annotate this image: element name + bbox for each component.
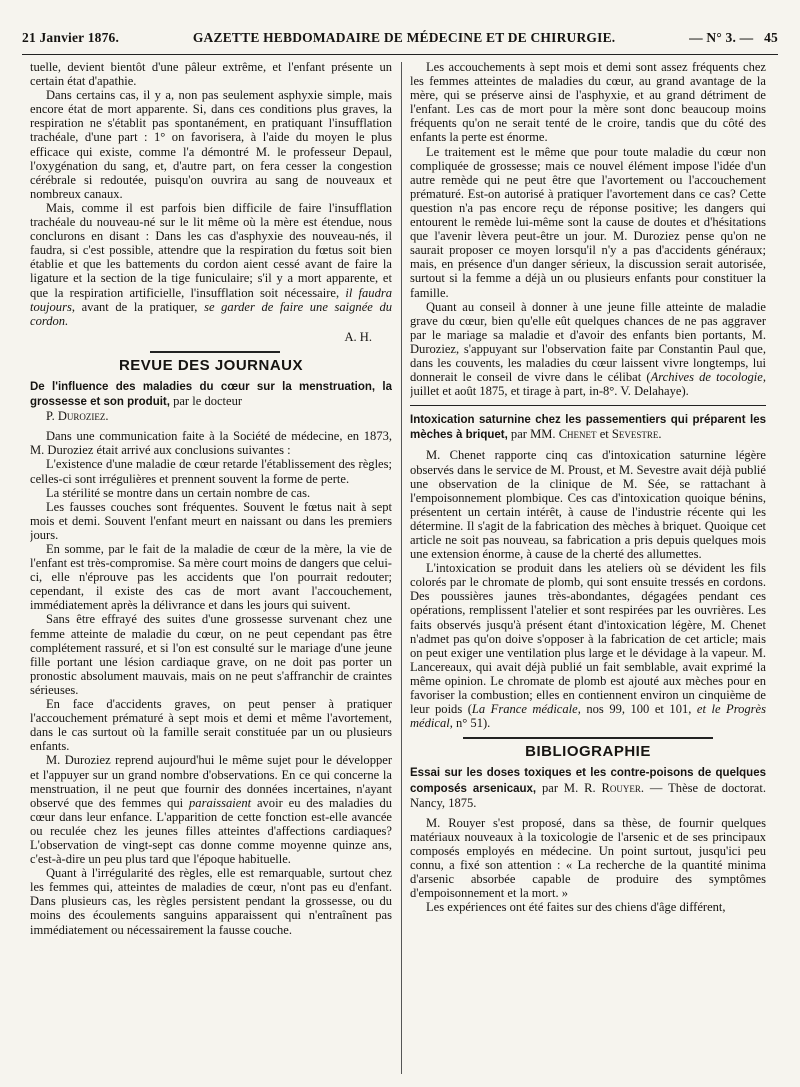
header-journal-title: GAZETTE HEBDOMADAIRE DE MÉDECINE ET DE CHIRURGIE. bbox=[192, 30, 616, 45]
article-byline: par le docteur bbox=[169, 394, 243, 409]
article-heading bbox=[410, 412, 766, 442]
separator-rule bbox=[463, 737, 712, 739]
italic-run: et le Progrès médical bbox=[410, 702, 766, 731]
text-run: Mais, comme il est parfois bien difficile de faire l'insufflation trachéale du nouveau-né sur le lit même où la mère est étendue, nous conclurons en disant : Dans les cas d'asphyxie des nouveau-nés, il faudra, si c'est possible, attendre que la respiration du fœtus soit bien établie et que les battements du cordon aient cessé avant de faire la ligature et la section de la tige funiculaire; s'il y a mort apparente, et que la respiration artificielle, l'insufflation soit nécessaire, bbox=[30, 200, 392, 300]
paragraph: L'existence d'une maladie de cœur retarde l'établissement des règles; celles-ci sont irrégulières et prennent souvent la forme de perte. bbox=[30, 457, 392, 486]
text-run: , nos 99, 100 et 101, bbox=[577, 702, 697, 717]
article-author: Chenet bbox=[558, 427, 597, 442]
article-heading bbox=[30, 379, 392, 423]
italic-run: se garder de faire une saignée du cordon. bbox=[30, 299, 392, 328]
text-run: et bbox=[596, 427, 609, 442]
paragraph: M. Chenet rapporte cinq cas d'intoxication saturnine légère observés dans le service de M. Proust, et M. Sevestre avait déjà publié une observation de la clinique de M. Sée, se rattachant à l'empoisonnement plombique. Ces cas d'intoxication quoique bénins, présentent un certain intérêt, à cause de l'industrie récente qui les détermine. Il s'agit de la fabrication des mèches à briquet. Quoique cet article ne soit pas nouveau, sa fabrication a pris depuis quelques mois une extension énorme, à cause de la cherté des allumettes. bbox=[410, 448, 766, 562]
running-header bbox=[22, 30, 778, 55]
paragraph bbox=[30, 753, 392, 866]
column-divider bbox=[401, 62, 402, 1074]
article-heading bbox=[410, 765, 766, 809]
italic-run: Archives de tocologie bbox=[650, 370, 763, 385]
header-issue-page bbox=[689, 30, 778, 46]
article-source: — Thèse de doctorat. Nancy, 1875. bbox=[410, 780, 766, 810]
separator-rule bbox=[150, 351, 280, 353]
paragraph: Dans une communication faite à la Société de médecine, en 1873, M. Duroziez était arrivé aux conclusions suivantes : bbox=[30, 429, 392, 458]
article-author: P. Duroziez. bbox=[46, 409, 109, 424]
text-run: avoir eu des maladies du cœur dans leur enfance. L'apparition de cette fonction est-elle avancée ou reculée chez les jeunes filles atteintes d'affections cardiaques? L'observation de vingt-sept cas donne comme moyenne quinze ans, c'est-à-dire un peu plus tard que l'époque habituelle. bbox=[30, 795, 392, 867]
paragraph: Sans être effrayé des suites d'une grossesse survenant chez une femme atteinte de maladie du cœur, on ne peut cependant pas être complétement rassuré, et si l'on est consulté sur le mariage d'une jeune fille portant une lésion cardiaque grave, on ne doit pas porter un pronostic absolument mauvais, mais on ne peut s'affranchir de craintes sérieuses. bbox=[30, 612, 392, 697]
text-run: , juillet et août 1875, et tirage à part, in-8°. V. Delahaye). bbox=[410, 370, 766, 399]
header-page-number: 45 bbox=[764, 30, 778, 45]
paragraph: Dans certains cas, il y a, non pas seulement asphyxie simple, mais encore état de mort apparente. Si, dans ces conditions plus graves, la respiration ne s'établit pas spontanément, en pratiquant l'insufflation trachéale, d'une part : 1° on favorisera, à l'aide du moyen le plus efficace qui existe, comme l'a démontré M. le professeur Depaul, l'oxygénation du sang, et, d'autre part, on fera cesser la congestion cérébrale si redoutée, puisqu'on ouvrira au sang de nouveaux et nombreux canaux. bbox=[30, 88, 392, 201]
paragraph: En somme, par le fait de la maladie de cœur de la mère, la vie de l'enfant est très-compromise. Sa mère court moins de dangers que celui-ci, elle n'éprouve pas les accidents que l'on pourrait redouter; cependant, il existe des cas de mort avant l'accouchement, immédiatement après la délivrance et dans les jours qui suivent. bbox=[30, 542, 392, 613]
paragraph: Quant à l'irrégularité des règles, elle est remarquable, surtout chez les femmes qui, atteintes de maladies de cœur, n'ont pas eu d'enfant. Dans plusieurs cas, les règles persistent pendant la grossesse, ou du moins des écoulements sanguins apparaissent qui n'entraînent pas immédiatement ou nécessairement la fausse couche. bbox=[30, 866, 392, 937]
paragraph bbox=[410, 561, 766, 730]
text-run: , avant de la pratiquer, bbox=[71, 299, 205, 314]
paragraph bbox=[410, 300, 766, 399]
header-issue: — N° 3. — bbox=[689, 30, 754, 45]
separator-rule bbox=[410, 405, 766, 406]
header-date: 21 Janvier 1876. bbox=[22, 30, 120, 45]
paragraph bbox=[30, 201, 392, 328]
paragraph: tuelle, devient bientôt d'une pâleur extrême, et l'enfant présente un certain état d'apathie. bbox=[30, 60, 392, 89]
text-run: Quant au conseil à donner à une jeune fille atteinte de maladie grave du cœur, bien qu'elle eût quelques chances de ne pas aggraver par le mariage sa maladie et d'avoir des enfants bien portants, M. Duroziez, s'appuyant sur l'observation faite par Constantin Paul que, dans les couvents, les maladies du cœur laissent vivre longtemps, lui donnerait le conseil de vivre dans le célibat ( bbox=[410, 299, 766, 385]
italic-run: La France médicale bbox=[471, 702, 578, 717]
article-title: Essai sur les doses toxiques et les contre-poisons de quelques composés arsenicaux, bbox=[410, 767, 766, 795]
article-author: R. Rouyer. bbox=[584, 780, 645, 795]
section-title-bibliographie: BIBLIOGRAPHIE bbox=[525, 743, 651, 761]
left-column bbox=[30, 60, 392, 1080]
article-byline: par M. bbox=[536, 780, 585, 795]
paragraph: En face d'accidents graves, on peut penser à pratiquer l'accouchement prématuré à sept mois et demi et même l'avortement, dans le cas surtout où la famille serait constituée par un ou plusieurs enfants. bbox=[30, 697, 392, 754]
article-title: De l'influence des maladies du cœur sur la menstruation, la grossesse et son produit, bbox=[30, 380, 392, 409]
text-run: L'intoxication se produit dans les ateliers où se dévident les fils colorés par le chromate de plomb, qui sont ensuite tressés en cordons. Des poussières jaunes très-abondantes, dégagées pendant ces opérations, remplissent l'atelier et sont respirées par les ouvrières. Les faits observés jusqu'à présent étant d'intoxication légère, M. Chenet n'admet pas qu'on doive s'opposer à la fabrication de cet article; mais on peut exiger une ventilation plus large et le dévidage à la vapeur. M. Lancereaux, qui avait déjà publié un fait semblable, avait exprimé la même opinion. Le chromate de plomb est ajouté aux mèches pour en favoriser la combustion; elles en contiennent environ un cinquième de leur poids ( bbox=[410, 561, 766, 717]
italic-run: il faudra toujours bbox=[30, 285, 392, 314]
article-byline: par MM. bbox=[507, 427, 559, 442]
paragraph: Les accouchements à sept mois et demi sont assez fréquents chez les femmes atteintes de maladies du cœur, au grand avantage de la mère, qui se préserve ainsi de l'asphyxie, et au grand détriment de l'enfant. Les cas de mort pour la mère sont donc beaucoup moins fréquents qu'on ne serait tenté de le croire, tandis que du côté des enfants la perte est énorme. bbox=[410, 60, 766, 145]
article-title: Intoxication saturnine chez les passementiers qui préparent les mèches à briquet, bbox=[410, 414, 766, 442]
right-column bbox=[410, 60, 766, 1080]
section-title-revue: REVUE DES JOURNAUX bbox=[118, 356, 304, 374]
text-run: , n° 51). bbox=[449, 716, 491, 731]
signature: A. H. bbox=[344, 329, 372, 344]
paragraph: Le traitement est le même que pour toute maladie du cœur non compliquée de grossesse; mais ce nouvel élément impose l'idée d'un autre remède qui ne peut être que l'avortement ou l'accouchement prématuré. Est-on autorisé à pratiquer l'avortement dans ce cas? Cette question n'a pas encore reçu de réponse positive; les dangers qui entourent le remède lui-même sont la cause de doutes et d'hésitations que l'avenir lèvera peut-être un jour. M. Duroziez pense qu'on ne saurait proposer ce moyen lorsqu'il n'y a pas d'accidents généraux; mais, en présence d'un danger sérieux, la discussion serait autorisée, surtout si la femme a déjà un ou plusieurs enfants pour constituer la famille. bbox=[410, 144, 766, 300]
paragraph: Les fausses couches sont fréquentes. Souvent le fœtus nait à sept mois et demi. Souvent l'enfant meurt en naissant ou dans les premiers jours. bbox=[30, 499, 392, 542]
paragraph: La stérilité se montre dans un certain nombre de cas. bbox=[46, 485, 311, 500]
paragraph: Les expériences ont été faites sur des chiens d'âge différent, bbox=[426, 900, 726, 915]
text-run: M. Duroziez reprend aujourd'hui le même sujet pour le développer et l'appuyer sur un grand nombre d'observations. En ce qui concerne la menstruation, il ne peut que fournir des données incertaines, n'ayant observé que des femmes qui bbox=[30, 753, 392, 810]
italic-run: paraissaient bbox=[189, 795, 252, 810]
paragraph: M. Rouyer s'est proposé, dans sa thèse, de fournir quelques matériaux nouveaux à la toxicologie de l'arsenic et de ses principaux composés employés en médecine. Un point surtout, jusqu'ici peu connu, a fixé son attention : « La recherche de la quantité minima d'arsenic absorbée capable de produire des symptômes d'empoisonnement et la mort. » bbox=[410, 815, 766, 901]
article-author: Sevestre. bbox=[611, 427, 662, 442]
